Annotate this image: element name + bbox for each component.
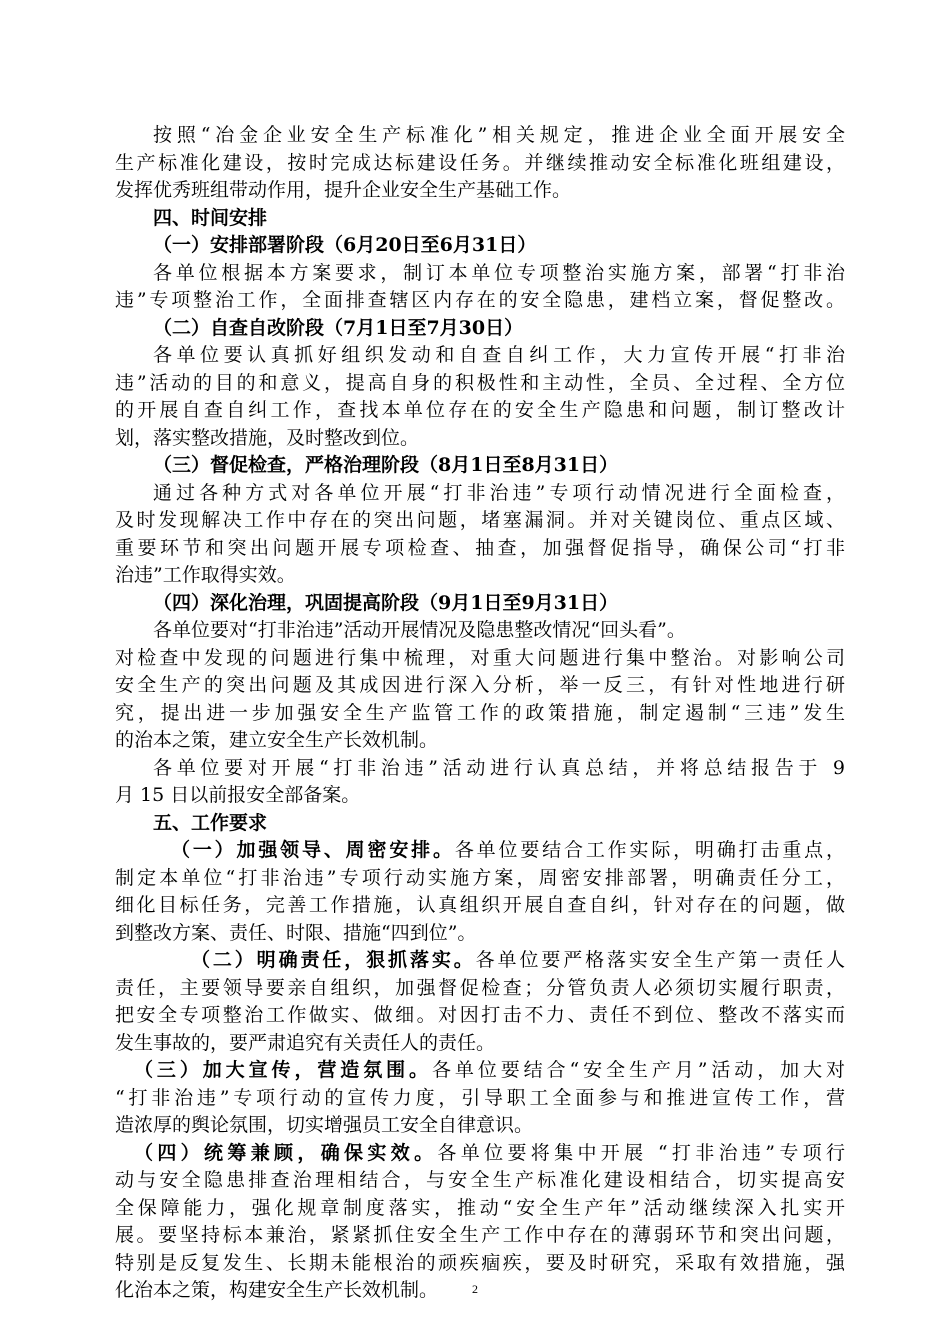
text-line [115, 1030, 845, 1058]
text-line [115, 755, 845, 783]
text-line [115, 562, 845, 590]
text-line [115, 480, 845, 508]
line-text: 各单位要结合“安全生产月”活动，加大对 [431, 1059, 845, 1081]
line-text: 各单位要认真抓好组织发动和自查自纠工作，大力宣传开展“打非治 [153, 344, 845, 366]
line-text: 责任，主要领导要亲自组织，加强督促检查；分管负责人必须切实履行职责， [115, 976, 845, 999]
text-line [115, 122, 845, 150]
line-text: 重要环节和突出问题开展专项检查、抽查，加强督促指导，确保公司“打非 [115, 536, 845, 559]
text-line [115, 342, 845, 370]
section-heading [115, 810, 845, 838]
text-line [115, 507, 845, 535]
text-line [115, 865, 845, 893]
lead-in-bold: （三）加大宣传，营造氛围。 [134, 1059, 432, 1081]
line-text: 究，提出进一步加强安全生产监管工作的政策措施，制定遏制“三违”发生 [115, 701, 845, 724]
text-line [115, 1222, 845, 1250]
lead-in-bold: （四）统筹兼顾，确保实效。 [134, 1141, 438, 1164]
text-line [115, 177, 845, 205]
text-line [115, 672, 845, 700]
line-text: 展。要坚持标本兼治，紧紧抓住安全生产工作中存在的薄弱环节和突出问题， [115, 1224, 845, 1246]
line-text: （三）督促检查，严格治理阶段（8月1日至8月31日） [153, 454, 619, 476]
text-line [115, 1057, 845, 1085]
line-text: 各单位根据本方案要求，制订本单位专项整治实施方案，部署“打非治 [153, 261, 845, 284]
line-text: 四、时间安排 [153, 206, 268, 229]
text-line [115, 370, 845, 398]
lead-in-bold: （一）加强领导、周密安排。 [171, 839, 455, 861]
text-line [115, 1167, 845, 1195]
line-text: 各单位要严格落实安全生产第一责任人 [475, 949, 845, 971]
line-text: 五、工作要求 [153, 811, 268, 834]
line-text: 细化目标任务，完善工作措施，认真组织开展自查自纠，针对存在的问题，做 [115, 894, 845, 916]
line-text: 按照“冶金企业安全生产标准化”相关规定，推进企业全面开展安全 [153, 124, 845, 146]
text-line [115, 1112, 845, 1140]
text-line [115, 1085, 845, 1113]
line-text: 各单位要对“打非治违”活动开展情况及隐患整改情况“回头看”。 [153, 619, 686, 641]
text-line [115, 535, 845, 563]
line-text: 各单位要结合工作实际，明确打击重点， [454, 839, 845, 861]
line-text: 制定本单位“打非治违”专项行动实施方案，周密安排部署，明确责任分工， [115, 866, 845, 889]
line-text: 治违”工作取得实效。 [115, 564, 296, 586]
line-text: 造浓厚的舆论氛围，切实增强员工安全自律意识。 [115, 1114, 534, 1136]
text-line [115, 947, 845, 975]
text-line [115, 260, 845, 288]
text-line [115, 287, 845, 315]
text-line [115, 1250, 845, 1278]
section-heading [115, 232, 845, 260]
text-line [115, 892, 845, 920]
text-line [115, 617, 845, 645]
text-line [115, 727, 845, 755]
line-text: （一）安排部署阶段（6月20日至6月31日） [153, 234, 537, 256]
line-text: 的治本之策，建立安全生产长效机制。 [115, 729, 439, 751]
lead-in-bold: （二）明确责任，狠抓落实。 [191, 949, 476, 971]
line-text: （二）自查自改阶段（7月1日至7月30日） [153, 316, 524, 339]
text-line [115, 1195, 845, 1223]
text-line [115, 782, 845, 810]
text-line [115, 1002, 845, 1030]
line-text: （四）深化治理，巩固提高阶段（9月1日至9月31日） [153, 591, 619, 614]
line-text: 特别是反复发生、长期未能根治的顽疾痼疾，要及时研究，采取有效措施，强 [115, 1251, 845, 1274]
section-heading [115, 452, 845, 480]
text-line [115, 920, 845, 948]
section-heading [115, 315, 845, 343]
line-text: 到整改方案、责任、时限、措施“四到位”。 [115, 921, 477, 944]
text-line [115, 700, 845, 728]
text-line [115, 837, 845, 865]
line-text: 生产标准化建设，按时完成达标建设任务。并继续推动安全标准化班组建设， [115, 151, 845, 174]
line-text: 安全生产的突出问题及其成因进行深入分析，举一反三，有针对性地进行研 [115, 674, 845, 696]
text-line [115, 150, 845, 178]
line-text: 的开展自查自纠工作，查找本单位存在的安全生产隐患和问题，制订整改计 [115, 399, 845, 421]
text-line [115, 645, 845, 673]
line-text: 化治本之策，构建安全生产长效机制。 [115, 1279, 439, 1301]
document-body [115, 122, 845, 1305]
text-line [115, 397, 845, 425]
line-text: 对检查中发现的问题进行集中梳理，对重大问题进行集中整治。对影响公司 [115, 646, 845, 669]
section-heading [115, 205, 845, 233]
page-number: 2 [472, 1282, 478, 1296]
line-text: 划，落实整改措施，及时整改到位。 [115, 426, 420, 449]
line-text: 及时发现解决工作中存在的突出问题，堵塞漏洞。并对关键岗位、重点区域、 [115, 509, 845, 531]
line-text: 动与安全隐患排查治理相结合，与安全生产标准化建设相结合，切实提高安 [115, 1169, 845, 1191]
line-text: 发挥优秀班组带动作用，提升企业安全生产基础工作。 [115, 179, 572, 201]
line-text: “打非治违”专项行动的宣传力度，引导职工全面参与和推进宣传工作，营 [115, 1086, 845, 1109]
line-text: 各单位要将集中开展 “打非治违”专项行 [437, 1141, 845, 1164]
line-text: 把安全专项整治工作做实、做细。对因打击不力、责任不到位、整改不落实而 [115, 1004, 845, 1026]
line-text: 通过各种方式对各单位开展“打非治违”专项行动情况进行全面检查， [153, 481, 845, 504]
text-line [115, 425, 845, 453]
line-text: 违”活动的目的和意义，提高自身的积极性和主动性，全员、全过程、全方位 [115, 371, 845, 394]
line-text: 发生事故的，要严肃追究有关责任人的责任。 [115, 1031, 496, 1054]
section-heading [115, 590, 845, 618]
text-line [115, 975, 845, 1003]
text-line [115, 1140, 845, 1168]
line-text: 月 15 日以前报安全部备案。 [115, 784, 361, 806]
line-text: 全保障能力，强化规章制度落实，推动“安全生产年”活动继续深入扎实开 [115, 1196, 845, 1219]
line-text: 违”专项整治工作，全面排查辖区内存在的安全隐患，建档立案，督促整改。 [115, 289, 845, 311]
line-text: 各单位要对开展“打非治违”活动进行认真总结，并将总结报告于 9 [153, 756, 845, 779]
